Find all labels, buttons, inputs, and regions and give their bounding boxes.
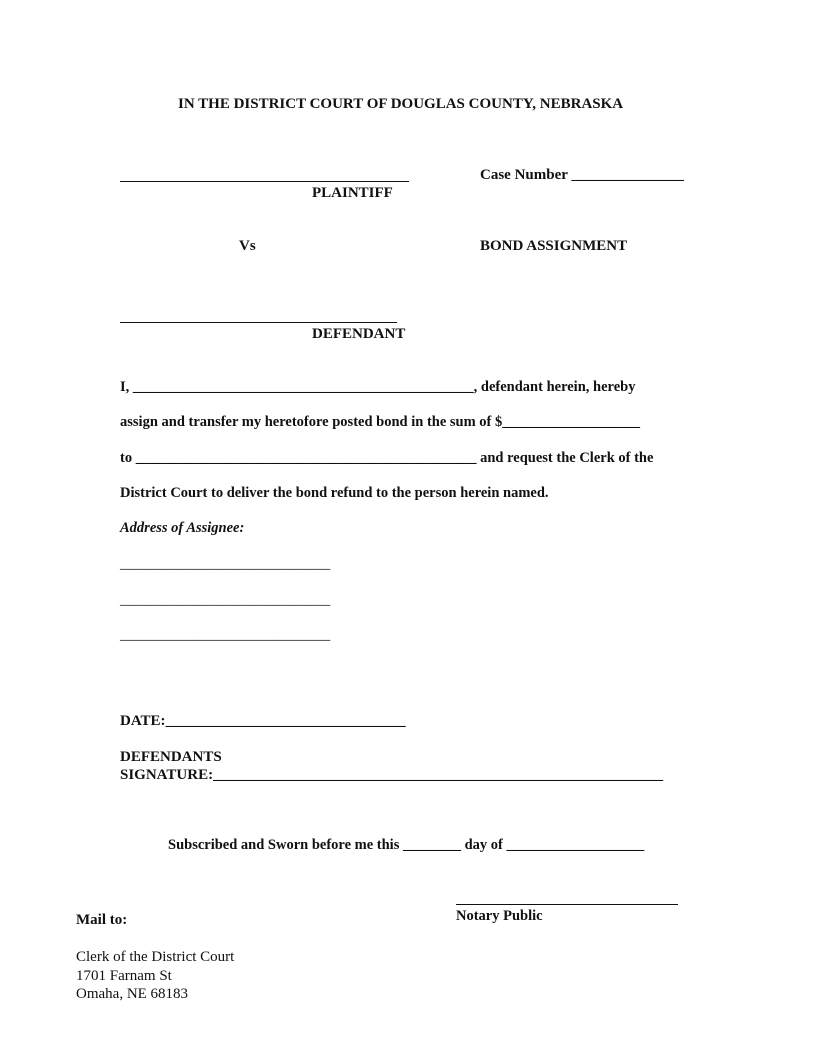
court-title: IN THE DISTRICT COURT OF DOUGLAS COUNTY, NEBRASKA xyxy=(178,96,624,112)
mail-address-line-3: Omaha, NE 68183 xyxy=(76,986,189,1002)
body-line-4: District Court to deliver the bond refund to the person herein named. xyxy=(120,485,549,501)
vs-label: Vs xyxy=(239,238,256,254)
plaintiff-name-line[interactable] xyxy=(120,181,409,182)
address-line-2[interactable]: _____________________________ xyxy=(120,592,331,608)
bond-amount-blank[interactable]: ___________________ xyxy=(502,414,641,430)
mail-address-line-1: Clerk of the District Court xyxy=(76,949,235,965)
body-line-3 xyxy=(120,450,653,467)
assignee-name-blank[interactable]: _______________________________________________ xyxy=(135,450,477,466)
sworn-statement xyxy=(168,837,644,854)
sworn-month-blank[interactable]: ___________________ xyxy=(506,837,645,853)
body-line-2-text: assign and transfer my heretofore posted bond in the sum of $ xyxy=(120,414,503,430)
address-line-1[interactable]: _____________________________ xyxy=(120,556,331,572)
case-number-label: Case Number xyxy=(480,167,568,183)
signature-field[interactable] xyxy=(120,767,663,784)
body-line-1-prefix: I, xyxy=(120,379,130,395)
body-line-1-suffix: , defendant herein, hereby xyxy=(473,379,636,395)
date-label: DATE: xyxy=(120,713,166,729)
defendant-name-blank[interactable]: _______________________________________________ xyxy=(132,379,474,395)
sworn-text-2: day of xyxy=(464,837,503,853)
notary-signature-line[interactable] xyxy=(456,904,678,905)
notary-label: Notary Public xyxy=(456,908,543,924)
date-blank: ________________________________ xyxy=(165,713,406,729)
body-line-1 xyxy=(120,379,635,396)
case-number-blank: _______________ xyxy=(571,167,684,183)
address-label: Address of Assignee: xyxy=(120,520,245,536)
mail-address-line-2: 1701 Farnam St xyxy=(76,968,172,984)
signature-label-2: SIGNATURE: xyxy=(120,767,214,783)
sworn-text-1: Subscribed and Sworn before me this xyxy=(168,837,400,853)
mail-to-label: Mail to: xyxy=(76,912,128,928)
plaintiff-label: PLAINTIFF xyxy=(312,185,393,201)
sworn-day-blank[interactable]: ________ xyxy=(402,837,461,853)
case-number-field[interactable] xyxy=(480,167,684,184)
body-line-2 xyxy=(120,414,640,431)
signature-blank: ____________________________________________________________ xyxy=(213,767,664,783)
defendant-label: DEFENDANT xyxy=(312,326,406,342)
defendant-name-line[interactable] xyxy=(120,322,397,323)
date-field[interactable] xyxy=(120,713,406,730)
address-line-3[interactable]: _____________________________ xyxy=(120,627,331,643)
body-line-3-suffix: and request the Clerk of the xyxy=(480,450,654,466)
signature-label-1: DEFENDANTS xyxy=(120,749,222,765)
body-line-3-prefix: to xyxy=(120,450,133,466)
document-title: BOND ASSIGNMENT xyxy=(480,238,628,254)
